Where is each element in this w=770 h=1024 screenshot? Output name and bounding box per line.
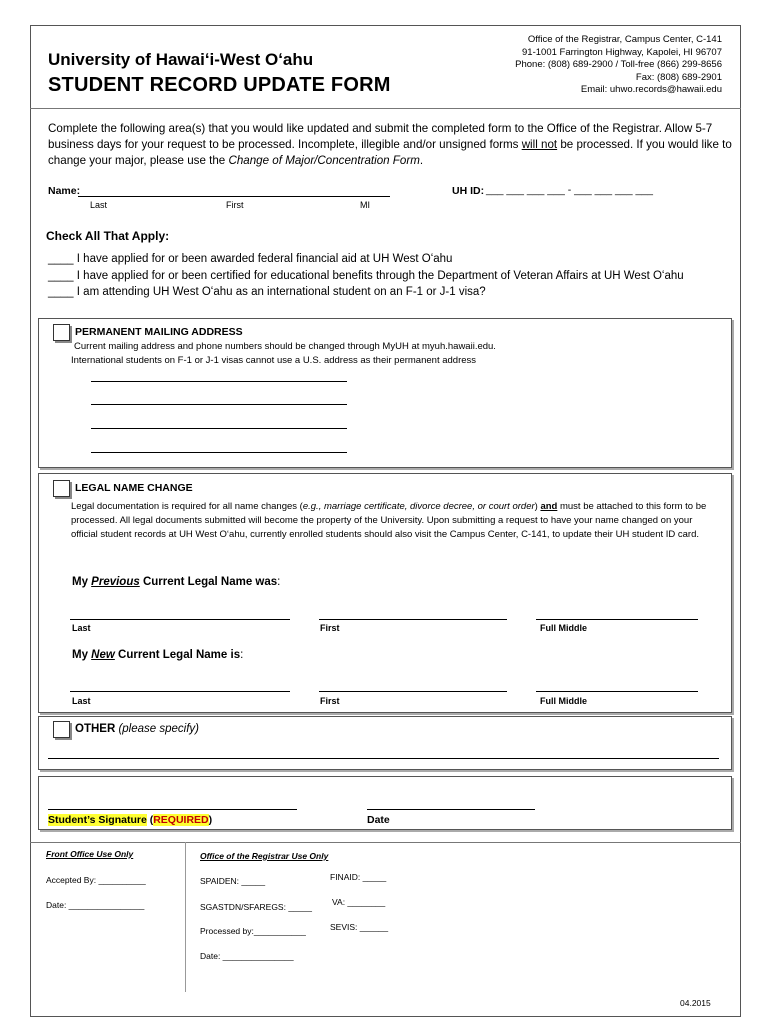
label-text: My <box>72 576 92 588</box>
legal-text: must be attached to this form to be processed. All legal documents submitted will become the property of the University. Upon submitting a request to have your name changed on your official student records at UH West Oʻahu, currently enrolled students should also visit the Campus Center, C-141, to update their UH student ID card. <box>71 501 707 540</box>
registrar-date-field[interactable]: Date: _______________ <box>200 951 294 961</box>
check-item-financial-aid[interactable]: ____ I have applied for or been awarded federal financial aid at UH West Oʻahu <box>48 253 453 265</box>
legal-name-instructions <box>71 500 721 542</box>
address-line-1[interactable] <box>91 381 347 382</box>
other-hint: (please specify) <box>118 723 199 735</box>
new-word: New <box>91 649 115 661</box>
new-last-label: Last <box>72 696 91 706</box>
previous-name-label <box>72 576 280 588</box>
office-line: 91-1001 Farrington Highway, Kapolei, HI 96707 <box>522 46 722 58</box>
previous-middle-field[interactable] <box>536 619 698 620</box>
finaid-field[interactable]: FINAID: _____ <box>330 872 387 882</box>
office-line: Office of the Registrar, Campus Center, C-141 <box>527 34 722 45</box>
spaiden-field[interactable]: SPAIDEN: _____ <box>200 876 266 886</box>
name-mi-label: MI <box>360 200 370 210</box>
signature-label-text: Student’s Signature <box>48 814 147 826</box>
paren: ( <box>146 814 154 826</box>
other-specify-field[interactable] <box>48 758 719 759</box>
va-field[interactable]: VA: ________ <box>332 897 386 907</box>
signature-label <box>48 814 212 826</box>
legal-text: ) <box>534 501 541 512</box>
uhid-label: UH ID: <box>452 185 485 197</box>
legal-text: Legal documentation is required for all name changes ( <box>71 501 303 512</box>
mailing-address-title: PERMANENT MAILING ADDRESS <box>75 326 243 338</box>
check-all-title: Check All That Apply: <box>46 229 170 243</box>
and-emphasis: and <box>540 501 558 512</box>
address-line-2[interactable] <box>91 404 347 405</box>
previous-word: Previous <box>91 576 140 588</box>
new-middle-label: Full Middle <box>540 696 587 706</box>
signature-date-field[interactable] <box>367 809 535 810</box>
sevis-field[interactable]: SEVIS: ______ <box>330 922 389 932</box>
signature-field[interactable] <box>48 809 297 810</box>
previous-last-label: Last <box>72 623 91 633</box>
will-not-underlined: will not <box>521 138 558 151</box>
header-divider <box>30 108 741 109</box>
front-office-title: Front Office Use Only <box>46 849 134 859</box>
paren: ) <box>208 814 213 826</box>
label-colon: : <box>240 649 244 661</box>
name-label: Name: <box>48 185 81 197</box>
legal-docs-examples: e.g., marriage certificate, divorce decree, or court order <box>302 501 535 512</box>
office-line: Email: uhwo.records@hawaii.edu <box>580 84 722 96</box>
other-label: OTHER <box>75 723 116 735</box>
instructions <box>48 121 738 169</box>
office-line: Phone: (808) 689-2900 / Toll-free (866) 299-8656 <box>515 59 722 71</box>
label-text: Current Legal Name was <box>139 576 278 588</box>
accepted-by-field[interactable]: Accepted By: __________ <box>46 875 146 885</box>
instructions-text: . <box>419 154 424 167</box>
required-badge: REQUIRED <box>153 814 209 826</box>
address-line-3[interactable] <box>91 428 347 429</box>
legal-name-checkbox[interactable] <box>53 480 70 497</box>
processed-by-field[interactable]: Processed by:___________ <box>200 926 306 936</box>
new-middle-field[interactable] <box>536 691 698 692</box>
form-version: 04.2015 <box>680 998 711 1008</box>
mailing-note-1: Current mailing address and phone numbers should be changed through MyUH at myuh.hawaii.edu. <box>74 341 496 352</box>
instructions-text: be processed. If you would like to change your major, please use the <box>48 138 732 167</box>
check-item-international[interactable]: ____ I am attending UH West Oʻahu as an international student on an F-1 or J-1 visa? <box>48 286 486 298</box>
form-title: STUDENT RECORD UPDATE FORM <box>48 74 391 96</box>
front-date-field[interactable]: Date: ________________ <box>46 900 145 910</box>
previous-last-field[interactable] <box>70 619 290 620</box>
office-address <box>515 34 722 97</box>
previous-first-label: First <box>320 623 340 633</box>
name-field[interactable] <box>78 196 390 197</box>
instructions-text: Complete the following area(s) that you would like updated and submit the completed form to the Office of the Registrar. Allow 5-7 business days for your request to be processed. Incomplete, illegible and/or unsigned forms <box>48 122 713 151</box>
previous-middle-label: Full Middle <box>540 623 587 633</box>
label-text: Current Legal Name is <box>114 649 241 661</box>
other-title <box>75 723 199 735</box>
label-colon: : <box>277 576 281 588</box>
university-name: University of Hawaiʻi-West Oʻahu <box>48 50 314 69</box>
name-last-label: Last <box>90 200 108 210</box>
previous-first-field[interactable] <box>319 619 507 620</box>
check-item-veteran-affairs[interactable]: ____ I have applied for or been certified for educational benefits through the Department of Veteran Affairs at UH West Oʻahu <box>48 269 684 282</box>
name-first-label: First <box>226 200 244 210</box>
mailing-note-2: International students on F-1 or J-1 visas cannot use a U.S. address as their permanent address <box>71 355 477 366</box>
office-line: Fax: (808) 689-2901 <box>635 71 722 83</box>
change-of-major-form-name: Change of Major/Concentration Form <box>228 154 420 167</box>
new-first-field[interactable] <box>319 691 507 692</box>
office-use-divider <box>30 842 741 843</box>
label-text: My <box>72 649 92 661</box>
uhid-field[interactable]: ___ ___ ___ ___ - ___ ___ ___ ___ <box>486 184 653 196</box>
new-first-label: First <box>320 696 340 706</box>
address-line-4[interactable] <box>91 452 347 453</box>
new-name-label <box>72 649 243 661</box>
sgastdn-field[interactable]: SGASTDN/SFAREGS: _____ <box>200 902 312 912</box>
registrar-office-title: Office of the Registrar Use Only <box>200 851 329 861</box>
mailing-address-checkbox[interactable] <box>53 324 70 341</box>
check-items <box>48 251 684 301</box>
signature-date-label: Date <box>367 814 390 826</box>
other-checkbox[interactable] <box>53 721 70 738</box>
office-use-column-divider <box>185 842 186 992</box>
legal-name-title: LEGAL NAME CHANGE <box>75 482 193 494</box>
new-last-field[interactable] <box>70 691 290 692</box>
